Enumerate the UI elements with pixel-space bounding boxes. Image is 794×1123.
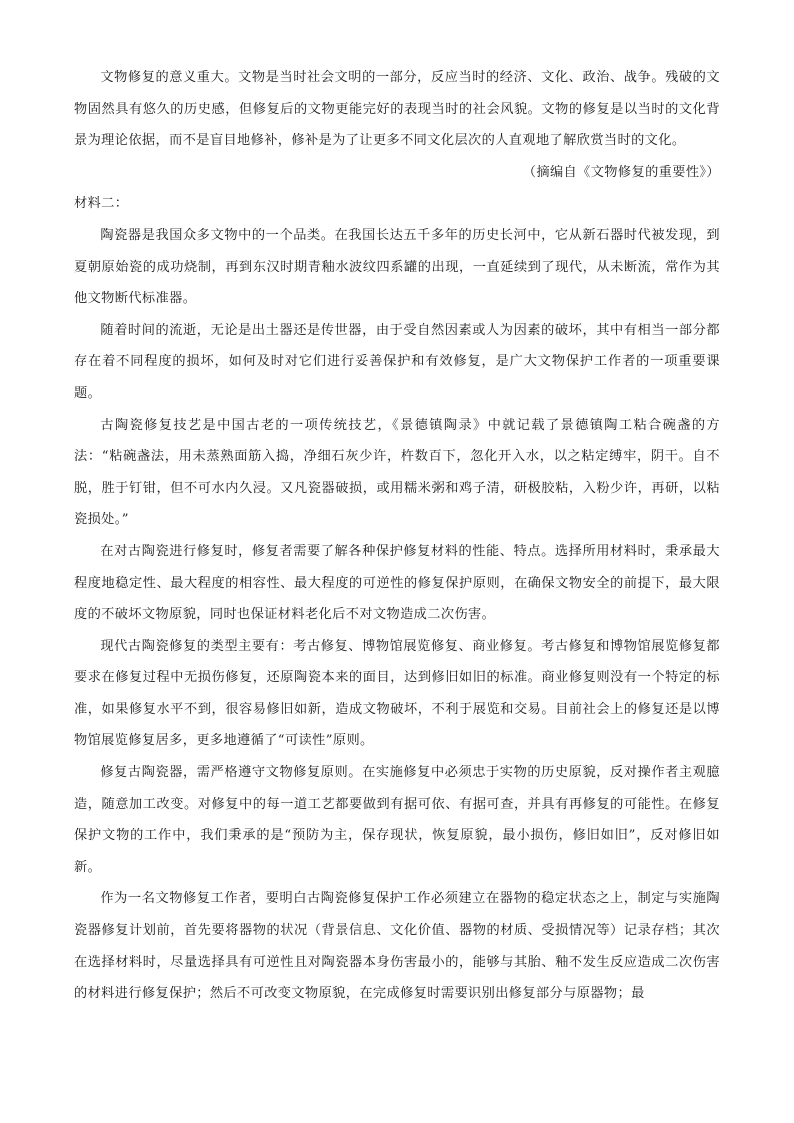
material-two-paragraph: 修复古陶瓷器，需严格遵守文物修复原则。在实施修复中必须忠于实物的历史原貌，反对操作者主观臆造，随意加工改变。对修复中的每一道工艺都要做到有据可依、有据可查，并具有再修复的可能性。在修复保护文物的工作中，我们秉承的是“预防为主，保存现状，恢复原貌，最小损伤，修旧如旧”，反对修旧如新。 (74, 765, 720, 875)
article-body (74, 62, 720, 1010)
material-two-paragraph: 在对古陶瓷进行修复时，修复者需要了解各种保护修复材料的性能、特点。选择所用材料时，秉承最大程度地稳定性、最大程度的相容性、最大程度的可逆性的修复保护原则，在确保文物安全的前提下，最大限度的不破坏文物原貌，同时也保证材料老化后不对文物造成二次伤害。 (74, 543, 720, 623)
material-two-heading: 材料二： (74, 196, 129, 212)
material-two-paragraph: 随着时间的流逝，无论是出土器还是传世器，由于受自然因素或人为因素的破坏，其中有相当一部分都存在着不同程度的损坏，如何及时对它们进行妥善保护和有效修复，是广大文物保护工作者的一项重要课题。 (74, 322, 720, 401)
material-two-paragraph: 作为一名文物修复工作者，要明白古陶瓷修复保护工作必须建立在器物的稳定状态之上，制定与实施陶瓷器修复计划前，首先要将器物的状况（背景信息、文化价值、器物的材质、受损情况等）记录存档；其次在选择材料时，尽量选择具有可逆性且对陶瓷器本身伤害最小的，能够与其胎、釉不发生反应造成二次伤害的材料进行修复保护；然后不可改变文物原貌，在完成修复时需要识别出修复部分与原器物；最 (74, 891, 720, 1002)
material-two-paragraph: 古陶瓷修复技艺是中国古老的一项传统技艺，《景德镇陶录》中就记载了景德镇陶工粘合碗盏的方法：“粘碗盏法，用未蒸熟面筋入捣，净细石灰少许，杵数百下，忽化开入水，以之粘定缚牢，阴干。自不脱，胜于钉钳，但不可水内久浸。又凡瓷器破损，或用糯米粥和鸡子清，研极胶粘，入粉少许，再研，以粘瓷损处。” (74, 417, 720, 528)
material-two-paragraph: 陶瓷器是我国众多文物中的一个品类。在我国长达五千多年的历史长河中，它从新石器时代被发现，到夏朝原始瓷的成功烧制，再到东汉时期青釉水波纹四系罐的出现，一直延续到了现代，从未断流，常作为其他文物断代标准器。 (74, 227, 720, 307)
material-one-paragraph: 文物修复的意义重大。文物是当时社会文明的一部分，反应当时的经济、文化、政治、战争。残破的文物固然具有悠久的历史感，但修复后的文物更能完好的表现当时的社会风貌。文物的修复是以当时的文化背景为理论依据，而不是盲目地修补，修补是为了让更多不同文化层次的人直观地了解欣赏当时的文化。 (74, 70, 720, 149)
material-two-paragraph: 现代古陶瓷修复的类型主要有：考古修复、博物馆展览修复、商业修复。考古修复和博物馆展览修复都要求在修复过程中无损伤修复，还原陶瓷本来的面目，达到修旧如旧的标准。商业修复则没有一个特定的标准，如果修复水平不到，很容易修旧如新，造成文物破坏，不利于展览和交易。目前社会上的修复还是以博物馆展览修复居多，更多地遵循了“可读性”原则。 (74, 638, 720, 749)
material-one-source: （摘编自《文物修复的重要性》） (522, 164, 720, 180)
